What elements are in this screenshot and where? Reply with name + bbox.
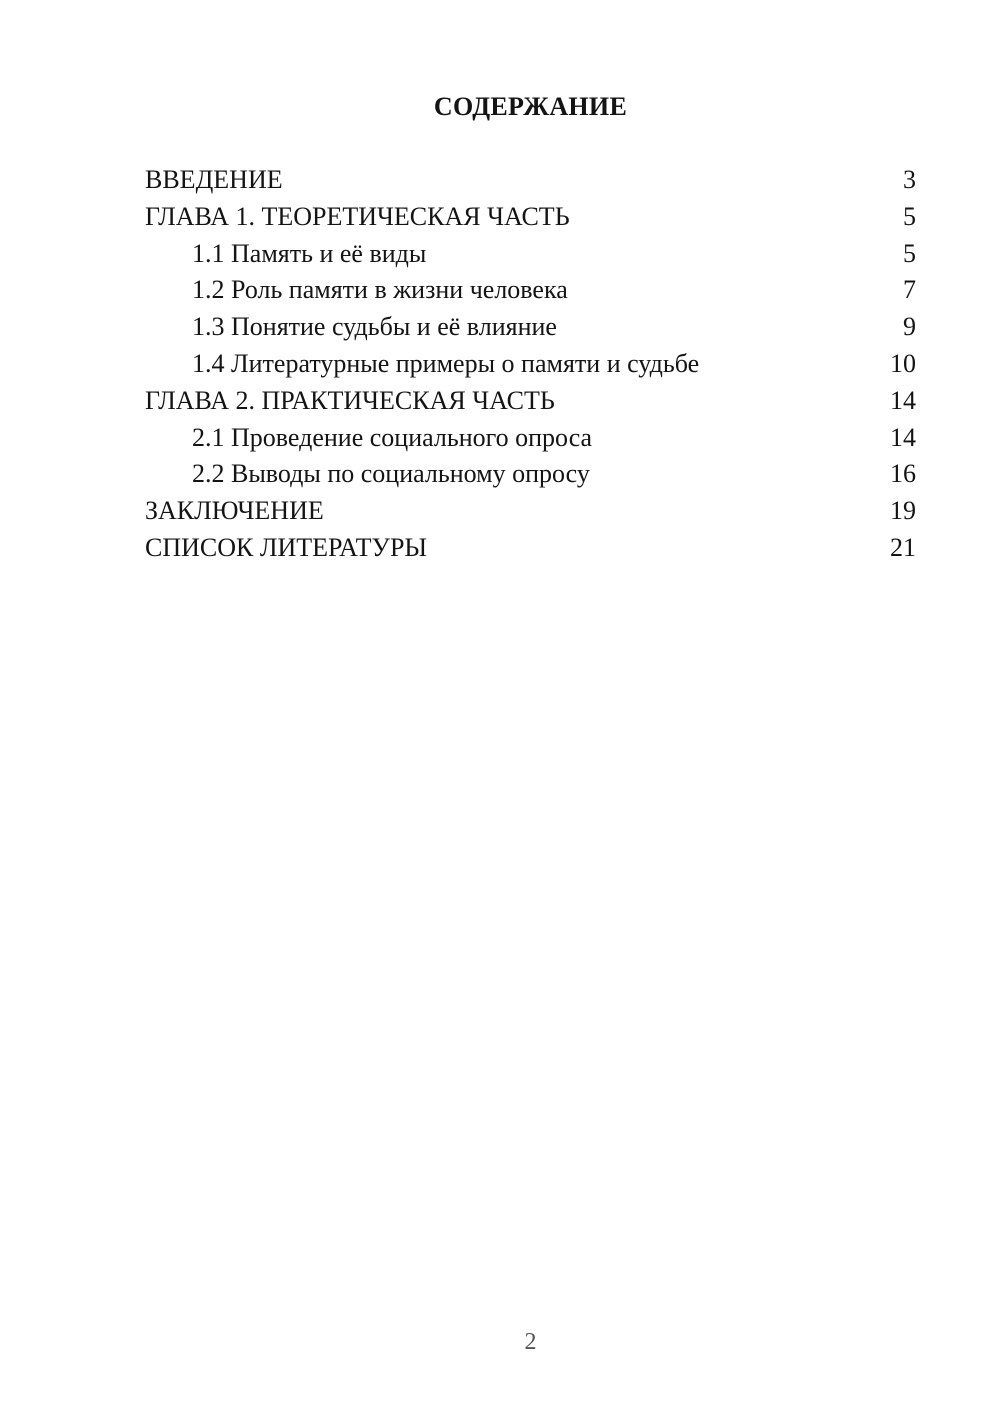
toc-entry-label: ЗАКЛЮЧЕНИЕ — [145, 496, 324, 526]
toc-entry-label: ВВЕДЕНИЕ — [145, 165, 283, 194]
toc-entry-page-number: 14 — [890, 422, 916, 452]
toc-entry-page-number: 3 — [903, 165, 916, 194]
toc-entry-label: 1.2 Роль памяти в жизни человека — [192, 275, 568, 305]
toc-entry — [145, 456, 916, 493]
toc-entry — [145, 162, 916, 199]
toc-entry — [145, 420, 916, 457]
toc-entry — [145, 530, 916, 567]
toc-entry-page-number: 5 — [903, 201, 916, 231]
page-title: СОДЕРЖАНИЕ — [433, 92, 628, 121]
toc-entry-label: 2.2 Выводы по социальному опросу — [192, 459, 590, 489]
footer-page-number: 2 — [524, 1329, 537, 1355]
toc-entry-label: 1.4 Литературные примеры о памяти и судьбе — [192, 348, 700, 378]
table-of-contents — [0, 162, 1000, 567]
toc-entry — [145, 236, 916, 273]
toc-entry-page-number: 10 — [890, 348, 916, 378]
toc-entry-label: ГЛАВА 2. ПРАКТИЧЕСКАЯ ЧАСТЬ — [145, 385, 555, 415]
toc-entry-page-number: 19 — [890, 496, 916, 526]
toc-entry-label: 1.3 Понятие судьбы и её влияние — [192, 312, 557, 342]
toc-entry-label: 2.1 Проведение социального опроса — [192, 422, 593, 452]
toc-entry — [145, 272, 916, 309]
toc-entry-label: СПИСОК ЛИТЕРАТУРЫ — [145, 532, 428, 562]
toc-entry-label: ГЛАВА 1. ТЕОРЕТИЧЕСКАЯ ЧАСТЬ — [145, 201, 570, 231]
toc-entry — [145, 346, 916, 383]
toc-entry-page-number: 5 — [903, 238, 916, 268]
toc-entry-page-number: 9 — [903, 312, 916, 342]
toc-entry — [145, 493, 916, 530]
toc-entry-page-number: 21 — [890, 532, 916, 562]
toc-entry — [145, 309, 916, 346]
toc-entry-page-number: 16 — [890, 459, 916, 489]
toc-entry-page-number: 14 — [890, 385, 916, 415]
toc-entry-page-number: 7 — [903, 275, 916, 305]
toc-entry — [145, 383, 916, 420]
toc-entry-label: 1.1 Память и её виды — [192, 238, 427, 268]
toc-entry — [145, 199, 916, 236]
